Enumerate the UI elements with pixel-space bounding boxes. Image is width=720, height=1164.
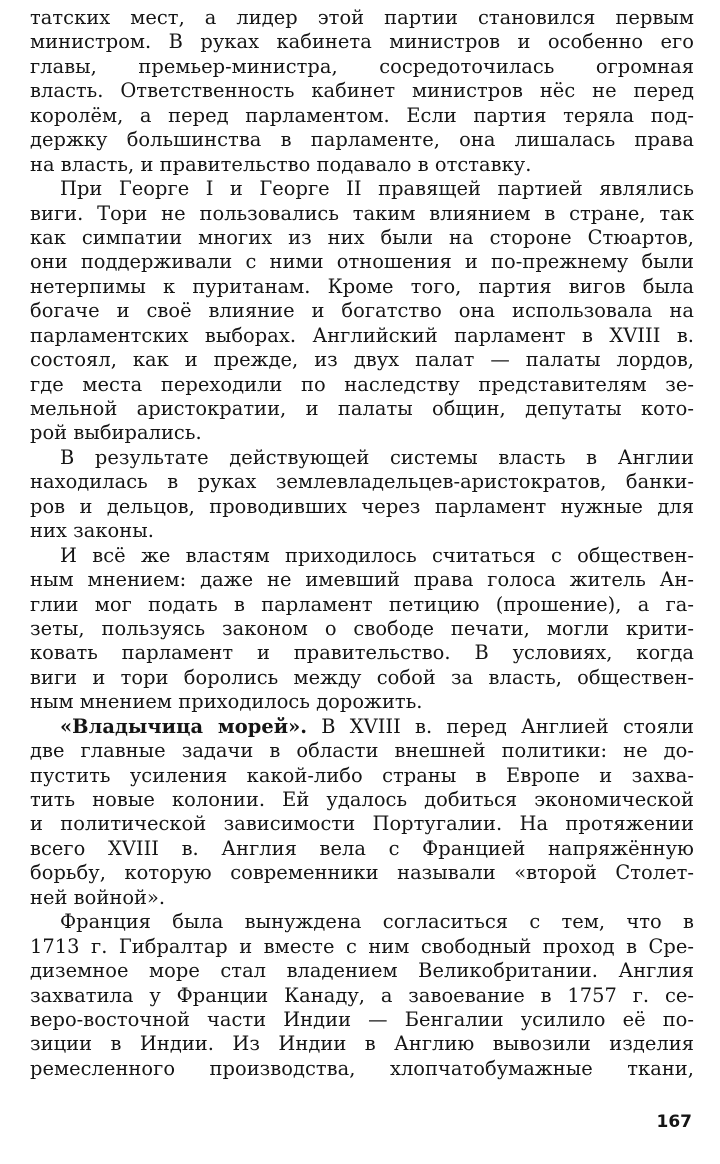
paragraph-4 — [30, 544, 694, 715]
text-line: где места переходили по наследству представителям зе- — [30, 372, 694, 396]
text-line: виги и тори боролись между собой за власть, обществен- — [30, 665, 694, 689]
text-line: 1713 г. Гибралтар и вместе с ним свободный проход в Сре- — [30, 934, 694, 958]
text-line: всего XVIII в. Англия вела с Францией напряжённую — [30, 836, 694, 860]
text-line: них законы. — [30, 519, 154, 543]
text-line: Франция была вынуждена согласиться с тем, что в — [60, 910, 694, 934]
text-page — [30, 6, 694, 1081]
text-line: парламентских выборах. Английский парламент в XVIII в. — [30, 323, 694, 347]
text-line: ковать парламент и правительство. В условиях, когда — [30, 641, 694, 665]
text-line: ремесленного производства, хлопчатобумажные ткани, — [30, 1056, 694, 1080]
text-line: борьбу, которую современники называли «второй Столет- — [30, 861, 694, 885]
text-line: веро-восточной части Индии — Бенгалии усилило её по- — [30, 1007, 694, 1031]
page-number: 167 — [656, 1112, 692, 1132]
text-line: зеты, пользуясь законом о свободе печати, могли крити- — [30, 616, 694, 640]
text-line: диземное море стал владением Великобритании. Англия — [30, 959, 694, 983]
text-line: держку большинства в парламенте, она лишалась права — [30, 128, 694, 152]
text-line: состоял, как и прежде, из двух палат — палаты лордов, — [30, 348, 694, 372]
text-line: татских мест, а лидер этой партии становился первым — [30, 6, 694, 29]
text-line: ров и дельцов, проводивших через парламент нужные для — [30, 494, 694, 518]
text-line: две главные задачи в области внешней политики: не до- — [30, 739, 694, 763]
text-line: пустить усиления какой-либо страны в Европе и захва- — [30, 763, 694, 787]
text-line: рой выбирались. — [30, 421, 202, 445]
paragraph-5 — [30, 715, 694, 911]
text-line: ным мнением приходилось дорожить. — [30, 690, 423, 714]
text-line: захватила у Франции Канаду, а завоевание в 1757 г. се- — [30, 983, 694, 1007]
text-line: мельной аристократии, и палаты общин, депутаты кото- — [30, 397, 694, 420]
text-line: и политической зависимости Португалии. На протяжении — [30, 812, 694, 836]
text-line: При Георге I и Георге II правящей партией являлись — [60, 177, 694, 201]
text-line: главы, премьер-министра, сосредоточилась огромная — [30, 54, 694, 78]
text-line: как симпатии многих из них были на стороне Стюартов, — [30, 225, 694, 249]
text-line: зиции в Индии. Из Индии в Англию вывозили изделия — [30, 1032, 694, 1056]
text-line: богаче и своё влияние и богатство она использовала на — [30, 299, 694, 323]
text-line: министром. В руках кабинета министров и особенно его — [30, 30, 694, 54]
paragraph-1 — [30, 6, 694, 177]
text-line: виги. Тори не пользовались таким влиянием в стране, так — [30, 201, 694, 225]
text-line: нетерпимы к пуританам. Кроме того, партия вигов была — [30, 274, 694, 298]
text-run: В XVIII в. перед Англией стояли — [307, 714, 694, 738]
text-line: власть. Ответственность кабинет министров нёс не перед — [30, 79, 694, 103]
text-line: ней войной». — [30, 885, 166, 909]
text-line: находилась в руках землевладельцев-аристократов, банки- — [30, 470, 694, 494]
text-line: они поддерживали с ними отношения и по-прежнему были — [30, 250, 694, 274]
text-line: королём, а перед парламентом. Если партия теряла под- — [30, 103, 694, 127]
text-line: ным мнением: даже не имевший права голоса житель Ан- — [30, 568, 694, 592]
paragraph-2 — [30, 177, 694, 446]
text-line: И всё же властям приходилось считаться с обществен- — [60, 543, 694, 567]
section-heading: «Владычица морей». — [60, 714, 308, 738]
text-line: глии мог подать в парламент петицию (прошение), а га- — [30, 592, 694, 616]
paragraph-3 — [30, 446, 694, 544]
text-line: на власть, и правительство подавало в отставку. — [30, 152, 532, 176]
text-line: тить новые колонии. Ей удалось добиться экономической — [30, 788, 694, 811]
paragraph-6 — [30, 910, 694, 1081]
text-line — [30, 715, 694, 739]
text-line: В результате действующей системы власть в Англии — [60, 445, 694, 469]
